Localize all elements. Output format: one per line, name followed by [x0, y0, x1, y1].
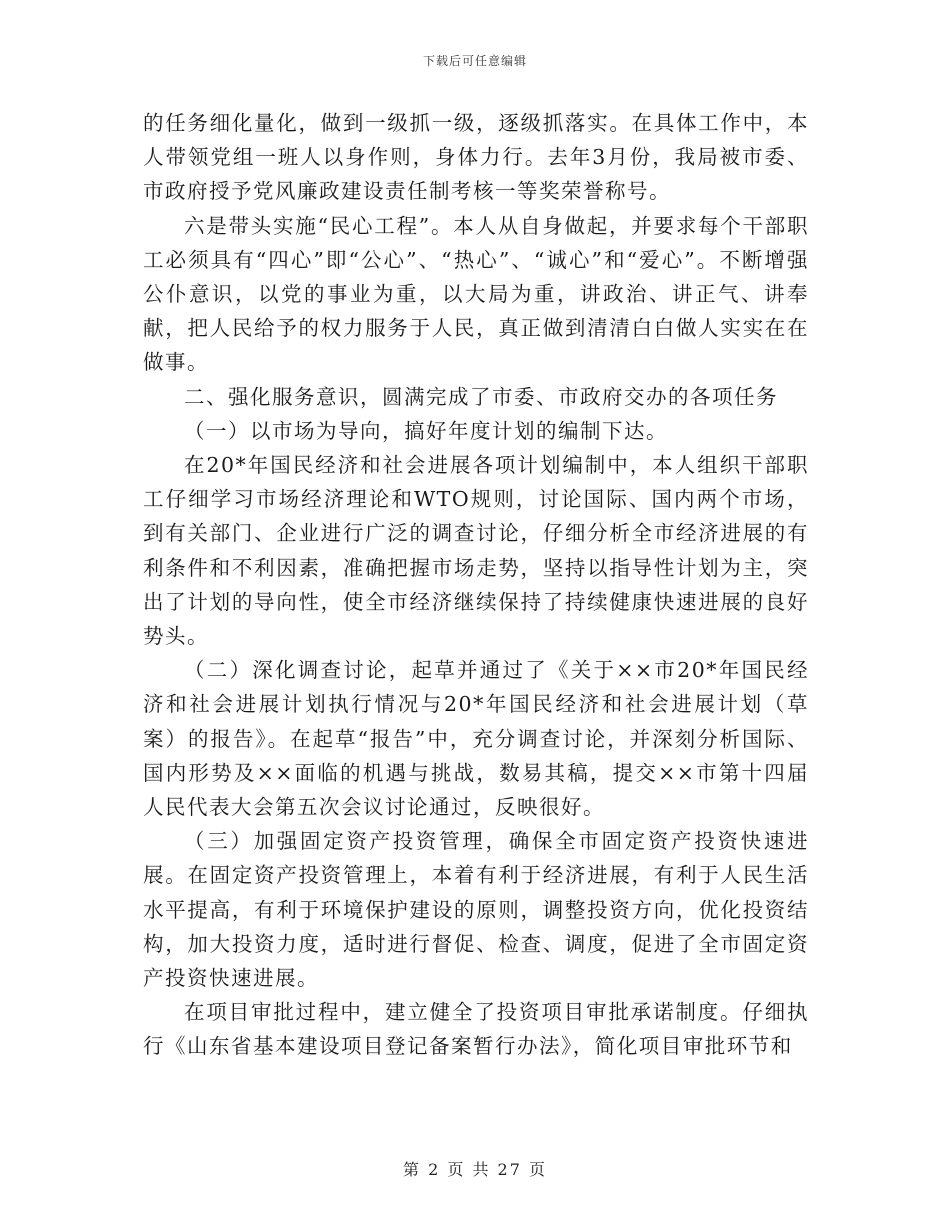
section-heading-service: 二、强化服务意识，圆满完成了市委、市政府交办的各项任务	[184, 384, 778, 409]
paragraph-minxin-project: 六是带头实施“民心工程”。本人从自身做起，并要求每个干部职工必须具有“四心”即“公心”、“热心”、“诚心”和“爱心”。不断增强公仆意识，以党的事业为重，以大局为重，讲政治、讲正气、讲奉献，把人民给予的权力服务于人民，真正做到清清白白做人实实在在做事。	[143, 213, 809, 375]
paragraph-annual-plan: 在20*年国民经济和社会进展各项计划编制中，本人组织干部职工仔细学习市场经济理论和WTO规则，讨论国际、国内两个市场，到有关部门、企业进行广泛的调查讨论，仔细分析全市经济进展的有利条件和不利因素，准确把握市场走势，坚持以指导性计划为主，突出了计划的导向性，使全市经济继续保持了持续健康快速进展的良好势头。	[143, 453, 809, 649]
paragraph-continuation: 的任务细化量化，做到一级抓一级，逐级抓落实。在具体工作中，本人带领党组一班人以身作则，身体力行。去年3月份，我局被市委、市政府授予党风廉政建设责任制考核一等奖荣誉称号。	[143, 111, 809, 204]
paragraph-project-approval: 在项目审批过程中，建立健全了投资项目审批承诺制度。仔细执行《山东省基本建设项目登记备案暂行办法》，简化项目审批环节和	[143, 1000, 809, 1059]
page-header-note: 下载后可任意编辑	[422, 54, 527, 68]
document-body	[143, 106, 809, 1064]
paragraph-research-report: （二）深化调查讨论，起草并通过了《关于××市20*年国民经济和社会进展计划执行情况与20*年国民经济和社会进展计划（草案）的报告》。在起草“报告”中，充分调查讨论，并深刻分析国际、国内形势及××面临的机遇与挑战，数易其稿，提交××市第十四届人民代表大会第五次会议讨论通过，反映很好。	[143, 658, 809, 820]
page-number: 第 2 页 共 27 页	[403, 1160, 547, 1179]
paragraph-fixed-asset-investment: （三）加强固定资产投资管理，确保全市固定资产投资快速进展。在固定资产投资管理上，本着有利于经济进展，有利于人民生活水平提高，有利于环境保护建设的原则，调整投资方向，优化投资结构，加大投资力度，适时进行督促、检查、调度，促进了全市固定资产投资快速进展。	[143, 829, 809, 991]
subheading-market-oriented: （一）以市场为导向，搞好年度计划的编制下达。	[184, 418, 668, 443]
